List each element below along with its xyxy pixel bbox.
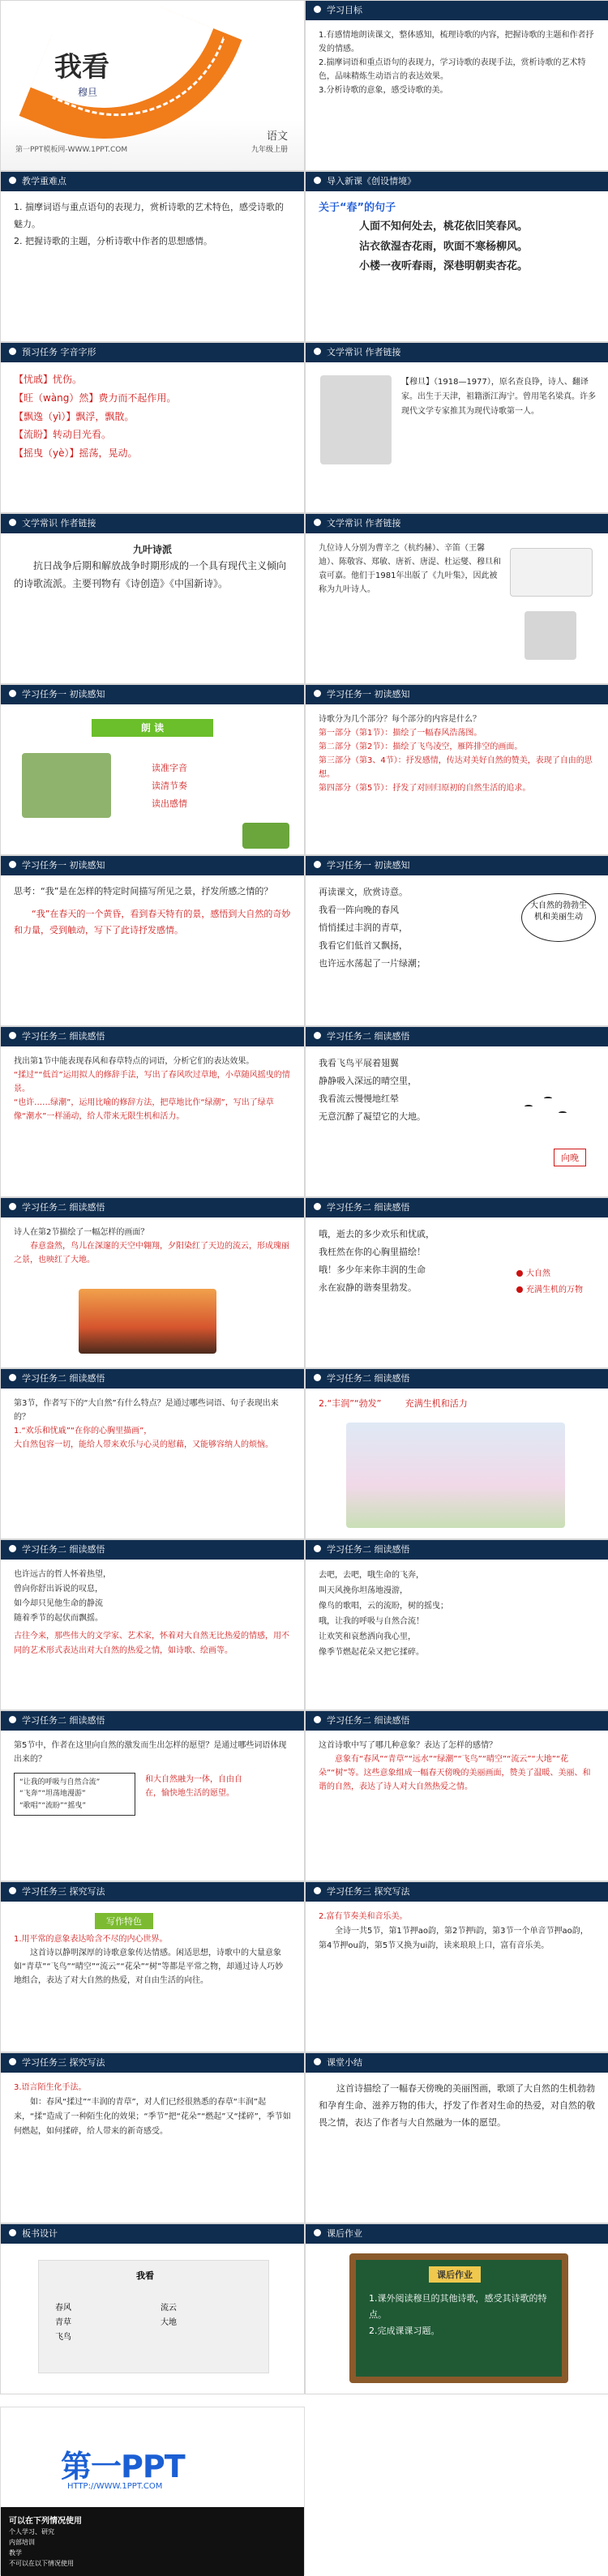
slide-poem-2 <box>305 1026 608 1197</box>
slide-author <box>305 342 608 513</box>
board-item: 春风 <box>55 2304 71 2313</box>
slide-poem-1 <box>305 855 608 1026</box>
slide-body <box>14 541 291 674</box>
footer <box>0 2407 305 2575</box>
poem-line: 我看飞鸟平展着翅翼 <box>319 1058 399 1068</box>
slide-header: 学习任务二 细读感悟 <box>306 1369 608 1389</box>
book-cover <box>510 548 593 597</box>
slide-homework <box>305 2223 608 2394</box>
slide-header: 学习任务二 细读感悟 <box>306 1540 608 1560</box>
slide-reading <box>0 684 305 855</box>
slide-key-points <box>0 171 305 342</box>
slide-header: 教学重难点 <box>1 172 304 191</box>
answer: “我”在春天的一个黄昏，看到春天特有的景，感悟到大自然的奇妙和力量，受到触动，写下了此诗抒发感情。 <box>14 908 291 935</box>
slide-header: 学习任务二 细读感悟 <box>306 1027 608 1046</box>
slide-header: 学习任务二 细读感悟 <box>306 1198 608 1217</box>
poem-line: 如今却只见他生命的静流 <box>14 1599 103 1608</box>
vocab-item: 【摇曳（yè）】摇荡，晃动。 <box>14 447 138 460</box>
question: 这首诗歌中写了哪几种意象？表达了怎样的感情？ <box>319 1741 497 1750</box>
vocab-item: 【忧戚】忧伤。 <box>14 374 83 385</box>
slide-header: 学习任务二 细读感悟 <box>1 1711 304 1731</box>
quote-line: 小楼一夜听春雨，深巷明朝卖杏花。 <box>359 260 529 273</box>
slide-body <box>319 1739 596 1871</box>
slide-nature <box>0 1368 305 1539</box>
slide-intro <box>305 171 608 342</box>
poem-line: 我看一阵向晚的春风 <box>319 905 399 915</box>
chalkboard <box>349 2253 568 2383</box>
poem-line: 去吧，去吧，哦生命的飞奔， <box>319 1571 424 1580</box>
grade-subtitle: 九年级上册 <box>250 146 288 154</box>
key-point: 1. 揣摩词语与重点语句的表现力，赏析诗歌的艺术特色，感受诗歌的魅力。 <box>14 202 284 229</box>
section-title: 九叶诗派 <box>132 544 172 555</box>
slide-body <box>14 370 291 503</box>
slide-body <box>319 1226 520 1358</box>
tree-decoration <box>242 823 289 849</box>
answer-part: 第四部分（第5节）：抒发了对回归原初的自然生活的追求。 <box>319 784 531 793</box>
homework-item: 2.完成课课习题。 <box>369 2325 440 2336</box>
slide-structure <box>305 684 608 855</box>
keyword: 2.“丰润”“勃发” <box>319 1398 382 1409</box>
slide-body <box>319 1568 596 1700</box>
slide-header: 学习任务三 探究写法 <box>1 1882 304 1902</box>
slide-body <box>14 1568 291 1700</box>
bird-icon <box>525 1105 533 1108</box>
vocab-item: 【旺（wàng）然】费力而不起作用。 <box>14 392 177 404</box>
prompt: 再读课文，欣赏诗意。 <box>319 887 408 897</box>
answer: 古往今来，那些伟大的文学家、艺术家，怀着对大自然无比热爱的情感，用不同的艺术形式表达出对大自然的热爱之情，如诗歌、绘画等。 <box>14 1632 289 1655</box>
slide-header: 学习任务二 细读感悟 <box>1 1027 304 1046</box>
author-photo <box>320 375 392 464</box>
slide-header: 学习任务二 细读感悟 <box>1 1198 304 1217</box>
slide-header: 预习任务 字音字形 <box>1 343 304 362</box>
slide-body <box>319 199 596 332</box>
feature-title: 2.富有节奏美和音乐美。 <box>319 1912 408 1921</box>
slide-title <box>0 0 305 171</box>
footer-logo: 第一PPT <box>61 2449 185 2484</box>
answer: 大自然包容一切，能给人带来欢乐与心灵的慰藉，又能够容纳人的烦恼。 <box>14 1440 273 1449</box>
feature-text: 全诗一共5节，第1节押ao韵，第2节押i韵，第3节一个单音节押ao韵，第4节押ou韵，第5节又换为ui韵，读来琅琅上口，富有音乐美。 <box>319 1927 589 1950</box>
reading-step: 读准字音 <box>152 763 187 773</box>
feature-text: 这首诗以静明深厚的诗歌意象传达情感。闲适思想，诗歌中的大量意象如“青草”“飞鸟”“晴空”“流云”“花朵”“树”等都是平常之物，却通过诗人巧妙地组合，表达了对大自然的热爱，对自由生活的向往。 <box>14 1949 284 1985</box>
vocab-item: 【流盼】转动目光看。 <box>14 429 112 441</box>
poem-line: 静静吸入深远的晴空里， <box>319 1076 417 1086</box>
slide-header: 板书设计 <box>1 2224 304 2244</box>
board-item: 飞鸟 <box>55 2333 71 2342</box>
homework-item: 1.课外阅读穆旦的其他诗歌，感受其诗歌的特点。 <box>369 2293 547 2320</box>
answer-part: 第一部分（第1节）：描绘了一幅春风浩荡图。 <box>319 729 482 738</box>
slide-nine-leaves <box>0 513 305 684</box>
slide-writing-3 <box>0 2052 305 2223</box>
slide-header: 文学常识 作者链接 <box>306 514 608 533</box>
poem-line: 像鸟的歌唱，云的流盼，树的摇曳； <box>319 1602 448 1611</box>
poem-line: 像季节燃起花朵又把它揉碎。 <box>319 1648 424 1657</box>
poem-line: 哦，逝去的多少欢乐和忧戚， <box>319 1229 435 1239</box>
homework-list <box>369 2291 549 2339</box>
board-item: 流云 <box>161 2304 177 2313</box>
board-card <box>38 2260 269 2373</box>
answer: 意象有“春风”“青草”“远水”“绿潮”“飞鸟”“晴空”“流云”“大地”“花朵”“树”等。这些意象组成一幅春天傍晚的美丽画面，赞美了温暖、美丽、和谐的自然，表达了诗人对大自然热爱之情。 <box>319 1755 591 1791</box>
slide-writing-1 <box>0 1881 305 2052</box>
slide-nine-poets <box>305 513 608 684</box>
slide-header: 学习任务一 初读感知 <box>306 685 608 704</box>
slide-goals <box>305 0 608 171</box>
slide-vitality <box>305 1368 608 1539</box>
key-point: 2. 把握诗歌的主题，分析诗歌中作者的思想感情。 <box>14 235 212 246</box>
book-image <box>525 611 576 660</box>
slide-body <box>14 1739 291 1871</box>
slide-body <box>14 1932 291 2042</box>
slide-body <box>319 1910 596 2042</box>
bird-icon <box>544 1097 552 1100</box>
poem-title: 我看 <box>54 51 109 83</box>
goal-item: 1.有感情地朗读课文，整体感知，梳理诗歌的内容，把握诗歌的主题和作者抒发的情感。 <box>319 31 594 53</box>
question: 诗人在第2节描绘了一幅怎样的画面？ <box>14 1228 149 1237</box>
poem-line: 我看流云慢慢地红晕 <box>319 1093 399 1104</box>
goal-item: 3.分析诗歌的意象，感受诗歌的美。 <box>319 86 448 95</box>
goal-item: 2.揣摩词语和重点语句的表现力，学习诗歌的表现手法，赏析诗歌的艺术特色，品味精炼生动语言的表达效果。 <box>319 58 586 81</box>
slide-header: 学习任务一 初读感知 <box>1 856 304 875</box>
footer-title: 可以在下列情况使用 <box>9 2517 82 2526</box>
section-text: 抗日战争后期和解放战争时期形成的一个具有现代主义倾向的诗歌流派。主要刊物有《诗创造》《中国新诗》。 <box>14 560 287 589</box>
answer: 春意盎然，鸟儿在深邃的天空中翱翔，夕阳染红了天边的流云，形成瑰丽之景，也映红了大地。 <box>14 1242 289 1264</box>
writing-badge: 写作特色 <box>95 1913 153 1929</box>
poem-line: 悄悄揉过丰润的青草， <box>319 922 408 933</box>
slide-imagery <box>305 1710 608 1881</box>
evidence-item: “歌唱”“流盼”“摇曳” <box>19 1801 86 1810</box>
answer: “揉过”“低首”运用拟人的修辞手法，写出了春风吹过草地，小草随风摇曳的情景。 <box>14 1071 290 1093</box>
board-title: 我看 <box>136 2270 154 2281</box>
notes <box>516 1266 599 1358</box>
label-box: 向晚 <box>554 1149 586 1166</box>
board-item: 大地 <box>161 2318 177 2327</box>
slide-body <box>14 1055 291 1187</box>
slide-header: 学习目标 <box>306 1 608 20</box>
slide-body: 九位诗人分别为曹辛之（杭约赫）、辛笛（王馨迪）、陈敬容、郑敏、唐祈、唐湜、杜运燮、穆旦和袁可嘉。他们于1981年出版了《九叶集》，因此被称为九叶诗人。 <box>319 544 501 594</box>
bird-photo <box>22 753 111 818</box>
poem-line: 哦，让我的呼吸与自然合流！ <box>319 1617 424 1626</box>
poem-line: 随着季节的起伏而飘摇。 <box>14 1614 103 1623</box>
reading-label: 朗 读 <box>92 719 213 737</box>
slide-writing-2 <box>305 1881 608 2052</box>
answer-part: 第三部分（第3、4节）：抒发感情，传达对美好自然的赞美，表现了自由的思想。 <box>319 756 593 779</box>
slide-summary <box>305 2052 608 2223</box>
slide-header: 课后作业 <box>306 2224 608 2244</box>
reading-step: 读清节奏 <box>152 781 187 791</box>
slide-body <box>14 199 291 332</box>
footer-line: 教学 <box>9 2549 22 2557</box>
slide-sunset <box>0 1197 305 1368</box>
footer-line: 内部培训 <box>9 2539 35 2546</box>
slide-poem-3 <box>305 1197 608 1368</box>
quote-line: 人面不知何处去，桃花依旧笑春风。 <box>359 220 529 233</box>
slide-header: 学习任务三 探究写法 <box>1 2053 304 2073</box>
footer-url: HTTP://WWW.1PPT.COM <box>67 2482 163 2491</box>
question: 诗歌分为几个部分？每个部分的内容是什么？ <box>319 715 481 724</box>
quote-line: 沾衣欲湿杏花雨，吹面不寒杨柳风。 <box>359 240 529 253</box>
poem-line: 永在寂静的谐奏里勃发。 <box>319 1282 417 1293</box>
flower-photo <box>346 1423 565 1528</box>
answer-part: 第二部分（第2节）：描绘了飞鸟凌空，雁阵排空的画面。 <box>319 742 523 751</box>
slide-header: 文学常识 作者链接 <box>306 343 608 362</box>
feature-title: 1.用平常的意象表达哈含不尽的内心世界。 <box>14 1935 168 1944</box>
footer-line: 个人学习、研究 <box>9 2528 54 2535</box>
meaning: 充满生机和活力 <box>405 1398 468 1409</box>
bullet-icon <box>516 1270 523 1277</box>
footer-info <box>1 2507 304 2576</box>
slide-sages <box>0 1539 305 1710</box>
slide-wish <box>0 1710 305 1881</box>
bullet-icon <box>516 1286 523 1293</box>
question: 第5节中，作者在这里向自然的激发而生出怎样的愿望？是通过哪些词语体现出来的？ <box>14 1741 287 1764</box>
slide-header: 学习任务二 细读感悟 <box>1 1369 304 1389</box>
bird-icon <box>559 1111 567 1115</box>
slide-header: 导入新课《创设情境》 <box>306 172 608 191</box>
slide-header: 文学常识 作者链接 <box>1 514 304 533</box>
slide-body <box>14 1397 291 1529</box>
poem-line: 曾向你舒出诉说的叹息， <box>14 1585 103 1594</box>
poem-line: 也许远水荡起了一片绿潮； <box>319 958 426 969</box>
board-item: 青草 <box>55 2318 71 2327</box>
slide-analysis-1 <box>0 1026 305 1197</box>
note-item: 充满生机的万物 <box>526 1286 583 1294</box>
poem-line: 也许远古的哲人怀着热望， <box>14 1570 111 1579</box>
poem-line: 叫天风挽你坦荡地漫游， <box>319 1586 408 1595</box>
slide-header: 学习任务二 细读感悟 <box>306 1711 608 1731</box>
feature-title: 3.语言陌生化手法。 <box>14 2083 87 2092</box>
slide-header: 学习任务一 初读感知 <box>306 856 608 875</box>
poem-line: 我看它们低首又飘扬， <box>319 940 408 951</box>
note-item: 大自然 <box>526 1269 550 1278</box>
homework-title: 课后作业 <box>429 2266 481 2283</box>
sunset-photo <box>79 1289 216 1354</box>
answer: “也许……绿潮”，运用比喻的修辞方法，把草地比作“绿潮”，写出了绿草像“潮水”一样涌动，给人带来无限生机和活力。 <box>14 1098 274 1121</box>
poem-line: 哦！多少年来你丰润的生命 <box>319 1264 426 1275</box>
footer-line: 不可以在以下情况使用 <box>9 2560 74 2567</box>
slide-body <box>319 28 596 160</box>
slide-body <box>319 712 596 845</box>
reading-step: 读出感情 <box>152 798 187 809</box>
slide-scene <box>0 855 305 1026</box>
feature-text: 如：春风“揉过”“丰润的青草”，对人们已经很熟悉的春草“丰润”起来，“揉”造成了一种陌生化的效果；“季节”把“花朵”“燃起”又“揉碎”，季节如何燃起，如何揉碎，给人带来的新奇感受。 <box>14 2098 291 2136</box>
evidence-item: “飞奔”“坦荡地漫游” <box>19 1790 86 1799</box>
vocab-item: 【飘逸（yì）】飘浮，飘散。 <box>14 410 135 422</box>
poem-line: 让欢笑和哀愁洒向我心里， <box>319 1632 416 1641</box>
slide-vocab <box>0 342 305 513</box>
slide-body <box>14 2081 291 2213</box>
watermark-text: 第一PPT模板网-WWW.1PPT.COM <box>15 146 128 154</box>
poem-author: 穆旦 <box>78 87 98 98</box>
question: 第3节，作者写下的“大自然”有什么特点？是通过哪些词语、句子表现出来的？ <box>14 1399 279 1422</box>
slide-header: 学习任务二 细读感悟 <box>1 1540 304 1560</box>
poem-line: 我枉然在你的心胸里描绘！ <box>319 1247 426 1257</box>
answer: 1.“欢乐和忧戚”“在你的心胸里描画”， <box>14 1427 152 1436</box>
question: 找出第1节中能表现春风和春草特点的词语，分析它们的表达效果。 <box>14 1057 255 1066</box>
intro-heading: 关于“春”的句子 <box>319 202 396 214</box>
slide-header: 学习任务一 初读感知 <box>1 685 304 704</box>
slide-body <box>14 884 291 1016</box>
speech-bubble: 大自然的勃勃生机和美丽生动 <box>521 893 596 942</box>
author-profile: 【穆旦】（1918—1977），原名查良铮，诗人、翻译家。出生于天津，祖籍浙江海宁。曾用笔名梁真。许多现代文学专家推其为现代诗歌第一人。 <box>401 378 596 416</box>
slide-header: 课堂小结 <box>306 2053 608 2073</box>
slide-body: 这首诗描绘了一幅春天傍晚的美丽图画，歌颂了大自然的生机勃勃和孕育生命、滋养万物的伟大，抒发了作者对生命的热爱，对自然的敬畏之情，表达了作者与大自然融为一体的愿望。 <box>319 2083 595 2128</box>
subject-tag: 语文 <box>266 131 288 143</box>
evidence-item: “让我的呼吸与自然合流” <box>19 1778 101 1787</box>
slide-board <box>0 2223 305 2394</box>
slide-body <box>319 1055 512 1187</box>
slide-header: 学习任务三 探究写法 <box>306 1882 608 1902</box>
slide-poem-4 <box>305 1539 608 1710</box>
poem-line: 无意沉醉了凝望它的大地。 <box>319 1111 426 1122</box>
question: 思考：“我”是在怎样的特定时间描写所见之景，抒发所感之情的？ <box>14 886 273 896</box>
wish-answer: 和大自然融为一体，自由自在，愉快地生活的愿望。 <box>145 1775 242 1798</box>
